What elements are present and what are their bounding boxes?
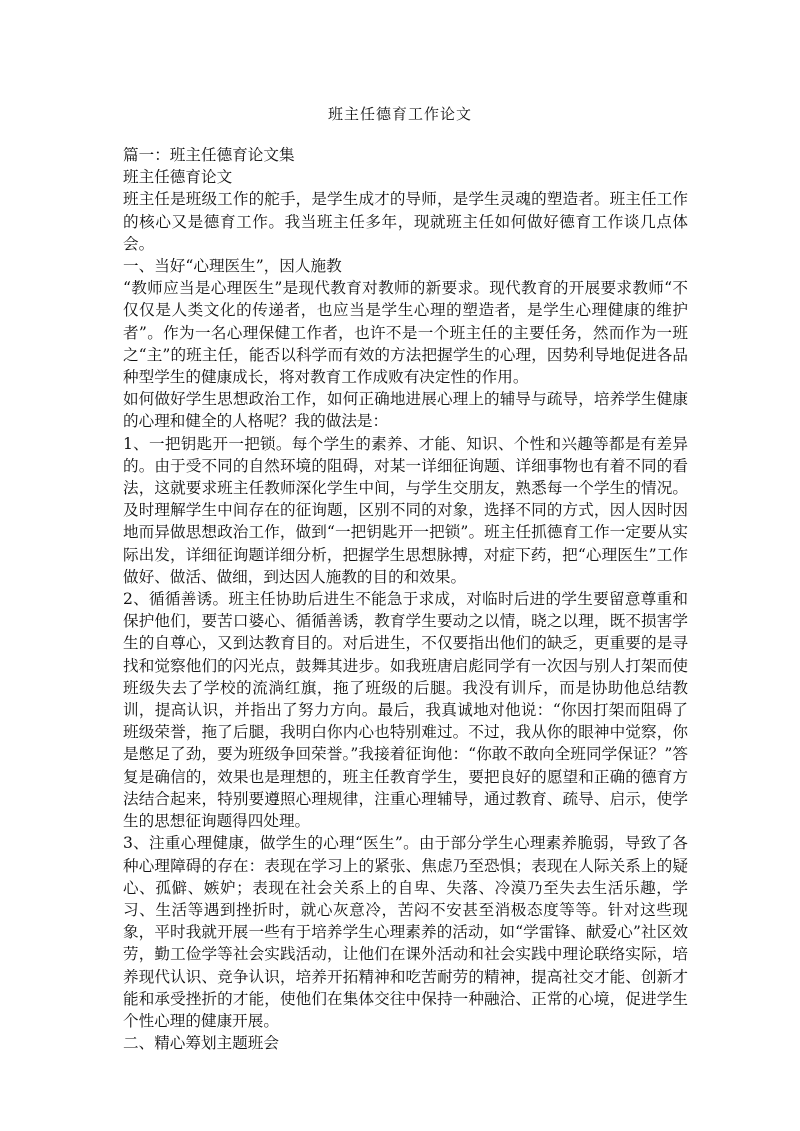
article-title: 班主任德育论文 xyxy=(123,168,233,187)
paragraph: 1、一把钥匙开一把锁。每个学生的素养、才能、知识、个性和兴趣等都是有差异的。由于受不同的自然环境的阻碍，对某一详细征询题、详细事物也有着不同的看法，这就要求班主任教师深化学生中间，与学生交朋友，熟悉每一个学生的情况。及时理解学生中间存在的征询题，区别不同的对象，选择不同的方式，因人因时因地而异做思想政治工作，做到“一把钥匙开一把锁”。班主任抓德育工作一定要从实际出发，详细征询题详细分析，把握学生思想脉搏，对症下药，把“心理医生”工作做好、做活、做细，到达因人施教的目的和效果。 xyxy=(123,434,688,586)
document-body xyxy=(123,144,688,1054)
paragraph: “教师应当是心理医生”是现代教育对教师的新要求。现代教育的开展要求教师“不仅仅是人类文化的传递者，也应当是学生心理的塑造者，是学生心理健康的维护者”。作为一名心理保健工作者，也许不是一个班主任的主要任务，然而作为一班之“主”的班主任，能否以科学而有效的方法把握学生的心理，因势利导地促进各品种型学生的健康成长，将对教育工作成败有决定性的作用。 xyxy=(123,279,688,387)
paragraph: 如何做好学生思想政治工作，如何正确地进展心理上的辅导与疏导，培养学生健康的心理和健全的人格呢？我的做法是： xyxy=(123,390,688,431)
paragraph: 2、循循善诱。班主任协助后进生不能急于求成，对临时后进的学生要留意尊重和保护他们，要苦口婆心、循循善诱，教育学生要动之以情，晓之以理，既不损害学生的自尊心，又到达教育目的。对后进生，不仅要指出他们的缺乏，更重要的是寻找和觉察他们的闪光点，鼓舞其进步。如我班唐启彪同学有一次因与别人打架而使班级失去了学校的流淌红旗，拖了班级的后腿。我没有训斥，而是协助他总结教训，提高认识，并指出了努力方向。最后，我真诚地对他说：“你因打架而阻碍了班级荣誉，拖了后腿，我明白你内心也特别难过。不过，我从你的眼神中觉察，你是憋足了劲，要为班级争回荣誉。”我接着征询他：“你敢不敢向全班同学保证？”答复是确信的，效果也是理想的，班主任教育学生，要把良好的愿望和正确的德育方法结合起来，特别要遵照心理规律，注重心理辅导，通过教育、疏导、启示，使学生的思想征询题得四处理。 xyxy=(123,590,688,831)
section-heading: 一、当好“心理医生”，因人施教 xyxy=(123,257,342,276)
document-title: 班主任德育工作论文 xyxy=(327,105,472,123)
section-heading: 篇一：班主任德育论文集 xyxy=(123,146,295,164)
paragraph: 3、注重心理健康，做学生的心理“医生”。由于部分学生心理素养脆弱，导致了各种心理障碍的存在：表现在学习上的紧张、焦虑乃至恐惧；表现在人际关系上的疑心、孤僻、嫉妒；表现在社会关系上的自卑、失落、冷漠乃至失去生活乐趣，学习、生活等遇到挫折时，就心灰意冷，苦闷不安甚至消极态度等等。针对这些现象，平时我就开展一些有于培养学生心理素养的活动，如“学雷锋、献爱心”社区效劳，勤工俭学等社会实践活动，让他们在课外活动和社会实践中理论联络实际，培养现代认识、竞争认识，培养开拓精神和吃苦耐劳的精神，提高社交才能、创新才能和承受挫折的才能，使他们在集体交往中保持一种融洽、正常的心境，促进学生个性心理的健康开展。 xyxy=(123,834,688,1030)
section-heading: 二、精心筹划主题班会 xyxy=(123,1034,279,1053)
paragraph: 班主任是班级工作的舵手，是学生成才的导师，是学生灵魂的塑造者。班主任工作的核心又是德育工作。我当班主任多年，现就班主任如何做好德育工作谈几点体会。 xyxy=(123,190,688,253)
